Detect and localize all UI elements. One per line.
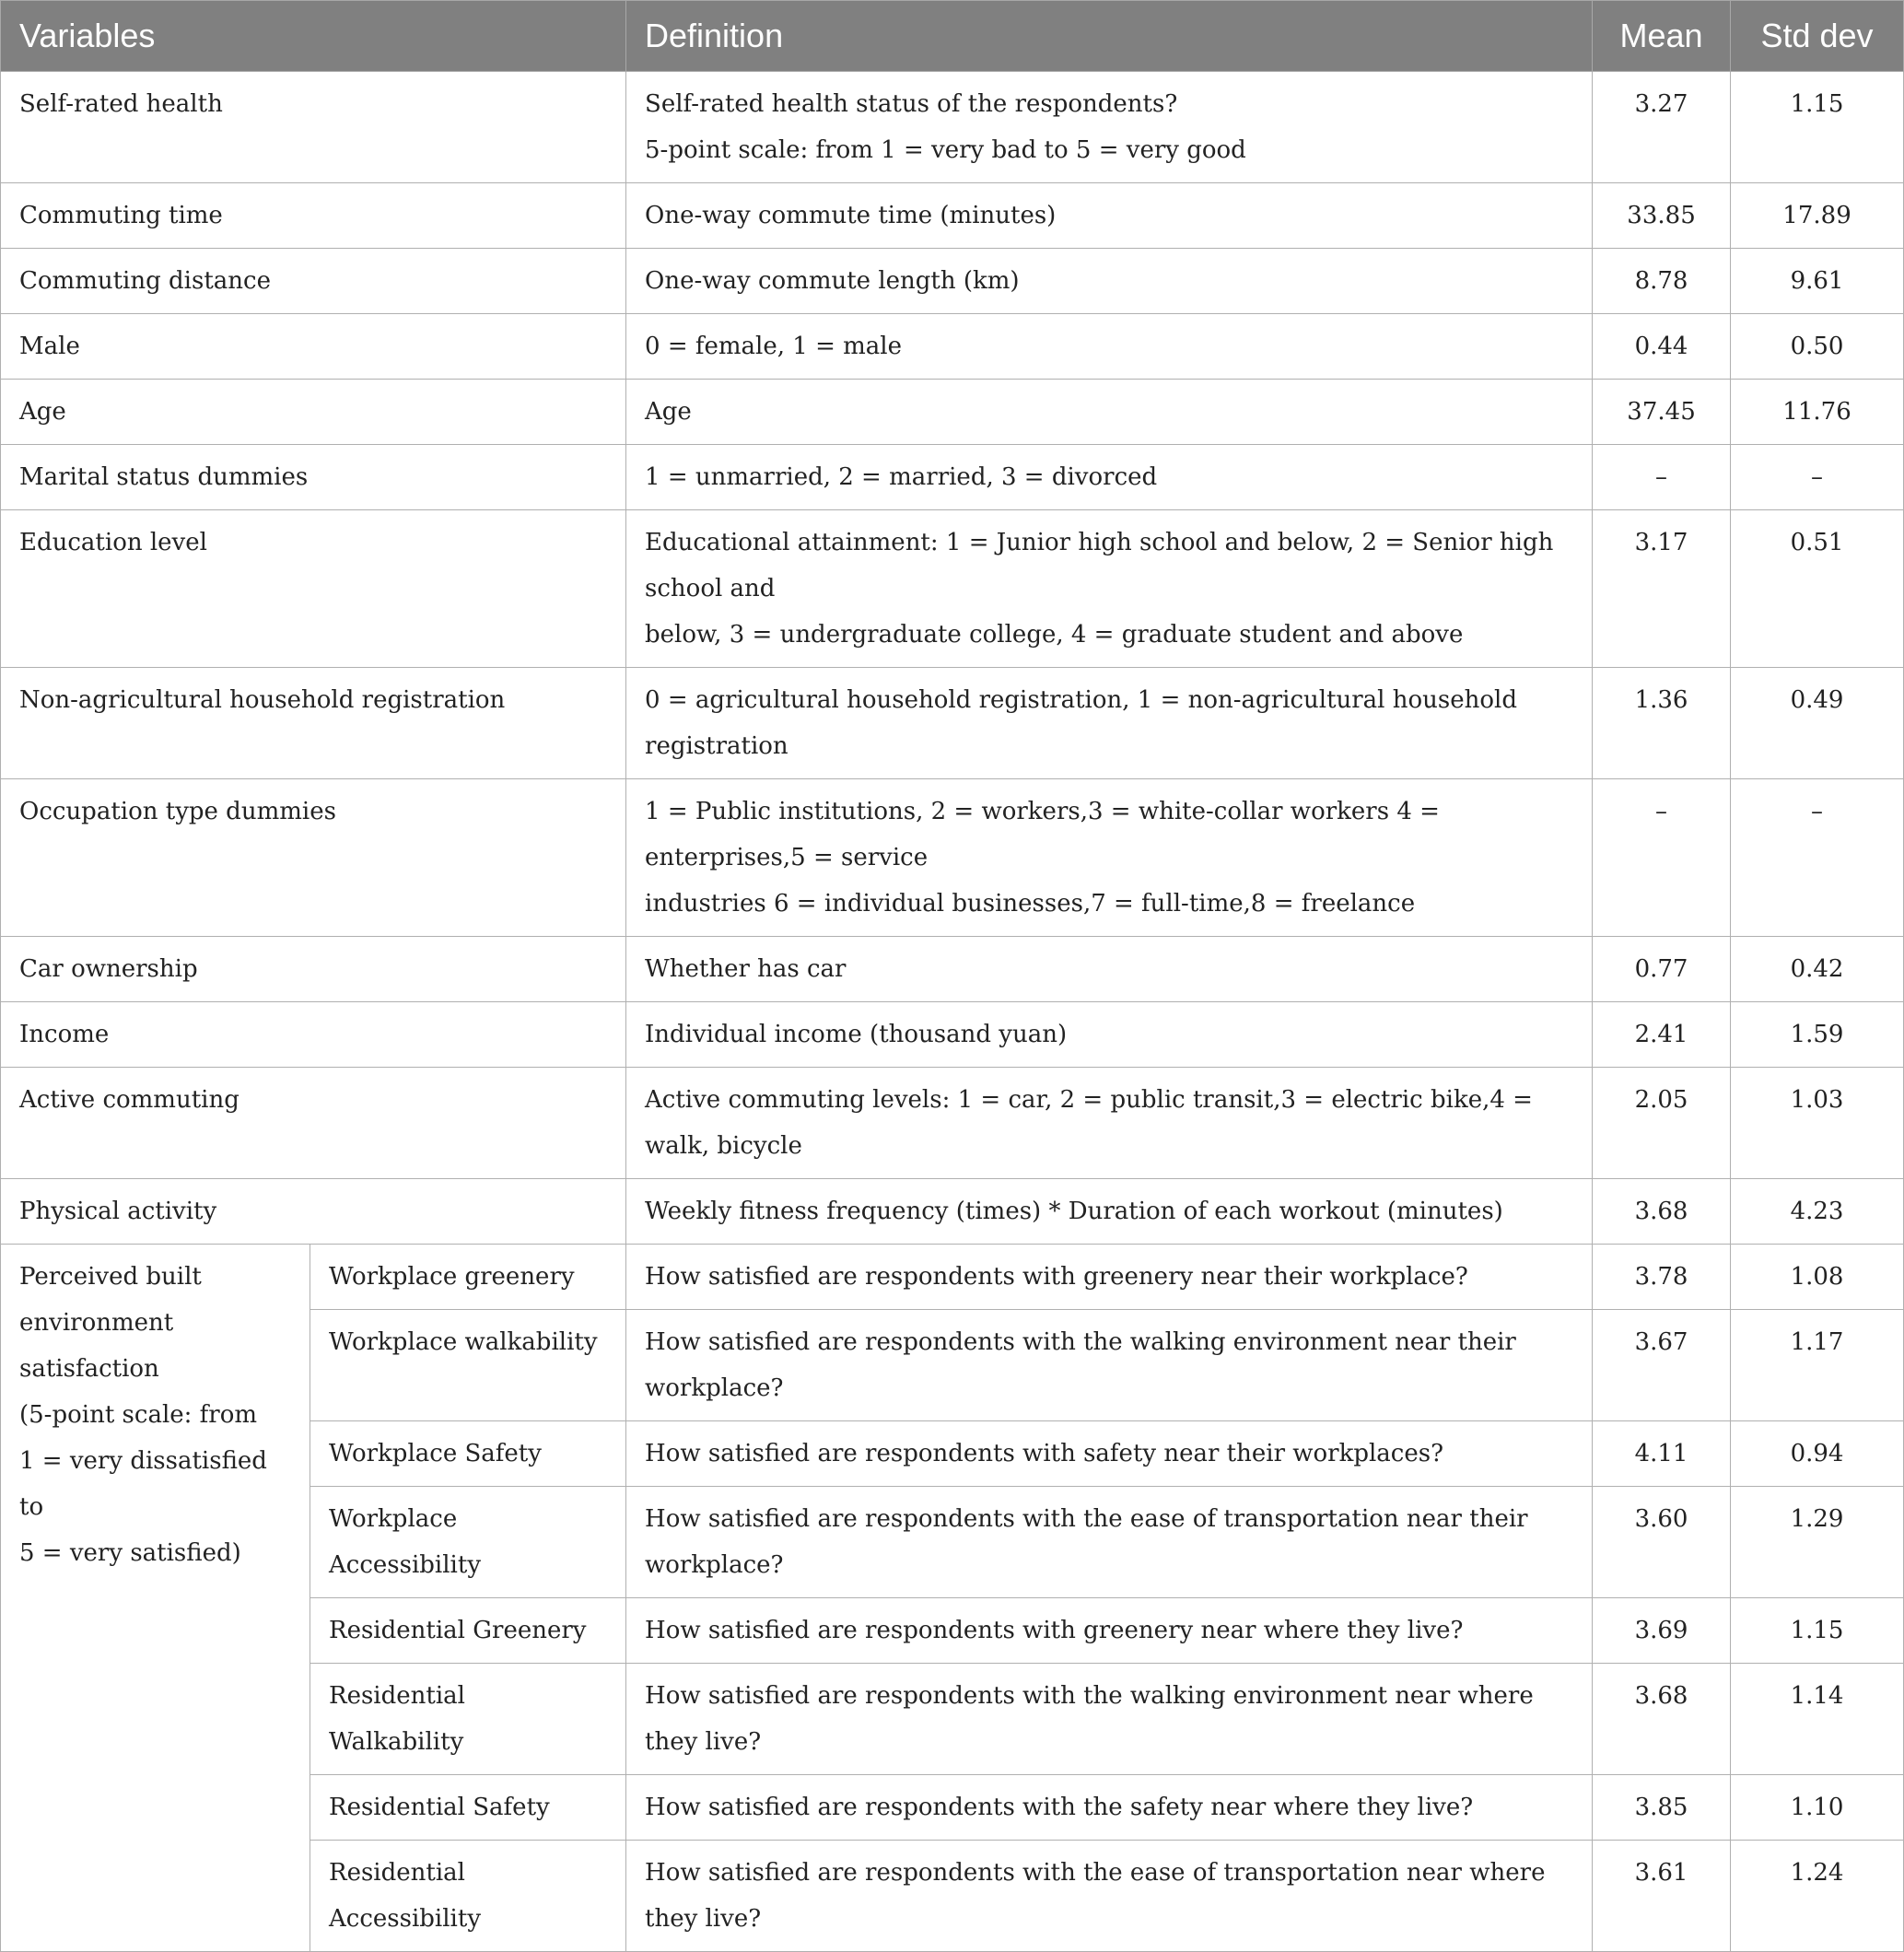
mean-cell: 3.61 <box>1593 1841 1731 1952</box>
sub-variable-cell: Workplace Accessibility <box>310 1487 626 1598</box>
variable-cell: Commuting time <box>1 183 626 249</box>
definition-cell: One-way commute length (km) <box>626 249 1593 314</box>
table-row <box>1 314 1904 380</box>
std-cell: 0.94 <box>1731 1421 1904 1487</box>
variable-cell: Non-agricultural household registration <box>1 668 626 779</box>
definition-line: Educational attainment: 1 = Junior high school and below, 2 = Senior high school and <box>645 529 1554 602</box>
std-cell: 0.49 <box>1731 668 1904 779</box>
std-cell: 1.14 <box>1731 1664 1904 1775</box>
definition-cell: How satisfied are respondents with safety near their workplaces? <box>626 1421 1593 1487</box>
mean-cell: – <box>1593 445 1731 510</box>
mean-cell: – <box>1593 779 1731 937</box>
definition-cell: How satisfied are respondents with the ease of transportation near their workplace? <box>626 1487 1593 1598</box>
definition-cell: How satisfied are respondents with greenery near their workplace? <box>626 1245 1593 1310</box>
definition-cell <box>626 779 1593 937</box>
definition-cell: Whether has car <box>626 937 1593 1002</box>
table-row <box>1 1068 1904 1179</box>
variable-cell: Active commuting <box>1 1068 626 1179</box>
std-cell: 11.76 <box>1731 380 1904 445</box>
table-row <box>1 445 1904 510</box>
mean-cell: 8.78 <box>1593 249 1731 314</box>
variable-cell: Self-rated health <box>1 72 626 183</box>
variable-cell: Commuting distance <box>1 249 626 314</box>
variable-cell: Occupation type dummies <box>1 779 626 937</box>
definition-line: 5-point scale: from 1 = very bad to 5 = very good <box>645 136 1246 164</box>
definition-cell: How satisfied are respondents with the walking environment near their workplace? <box>626 1310 1593 1421</box>
mean-cell: 1.36 <box>1593 668 1731 779</box>
mean-cell: 3.68 <box>1593 1179 1731 1245</box>
std-cell: 1.17 <box>1731 1310 1904 1421</box>
sub-variable-cell: Residential Greenery <box>310 1598 626 1664</box>
table-row <box>1 1002 1904 1068</box>
std-cell: 4.23 <box>1731 1179 1904 1245</box>
std-cell: 1.10 <box>1731 1775 1904 1841</box>
definition-line: 1 = Public institutions, 2 = workers,3 = white-collar workers 4 = enterprises,5 = service <box>645 798 1440 871</box>
mean-cell: 3.69 <box>1593 1598 1731 1664</box>
mean-cell: 37.45 <box>1593 380 1731 445</box>
group-label-line: environment satisfaction <box>19 1309 174 1383</box>
std-cell: 0.50 <box>1731 314 1904 380</box>
definition-cell <box>626 510 1593 668</box>
std-cell: 0.51 <box>1731 510 1904 668</box>
mean-cell: 2.41 <box>1593 1002 1731 1068</box>
table-row <box>1 380 1904 445</box>
mean-cell: 3.17 <box>1593 510 1731 668</box>
std-cell: 1.03 <box>1731 1068 1904 1179</box>
std-cell: 9.61 <box>1731 249 1904 314</box>
definition-line: Self-rated health status of the respondents? <box>645 90 1178 118</box>
header-row <box>1 1 1904 72</box>
std-cell: 1.29 <box>1731 1487 1904 1598</box>
definition-cell: 0 = female, 1 = male <box>626 314 1593 380</box>
std-cell: 0.42 <box>1731 937 1904 1002</box>
header-mean: Mean <box>1593 1 1731 72</box>
std-cell: 1.08 <box>1731 1245 1904 1310</box>
header-definition: Definition <box>626 1 1593 72</box>
std-cell: 1.15 <box>1731 1598 1904 1664</box>
variable-cell: Age <box>1 380 626 445</box>
definition-cell: Individual income (thousand yuan) <box>626 1002 1593 1068</box>
table-row <box>1 937 1904 1002</box>
sub-variable-cell: Workplace walkability <box>310 1310 626 1421</box>
definition-cell: How satisfied are respondents with greenery near where they live? <box>626 1598 1593 1664</box>
mean-cell: 3.60 <box>1593 1487 1731 1598</box>
definition-cell: 0 = agricultural household registration, 1 = non-agricultural household registration <box>626 668 1593 779</box>
sub-variable-cell: Residential Walkability <box>310 1664 626 1775</box>
variable-cell: Car ownership <box>1 937 626 1002</box>
group-label-line: Perceived built <box>19 1263 202 1291</box>
mean-cell: 0.77 <box>1593 937 1731 1002</box>
definition-cell: Age <box>626 380 1593 445</box>
table-row <box>1 510 1904 668</box>
definition-cell: One-way commute time (minutes) <box>626 183 1593 249</box>
table-row <box>1 1245 1904 1310</box>
std-cell: 1.24 <box>1731 1841 1904 1952</box>
definition-cell: Weekly fitness frequency (times) * Duration of each workout (minutes) <box>626 1179 1593 1245</box>
sub-variable-cell: Workplace Safety <box>310 1421 626 1487</box>
std-cell: 1.59 <box>1731 1002 1904 1068</box>
std-cell: 1.15 <box>1731 72 1904 183</box>
group-label-cell <box>1 1245 310 1952</box>
table-row <box>1 72 1904 183</box>
mean-cell: 0.44 <box>1593 314 1731 380</box>
mean-cell: 2.05 <box>1593 1068 1731 1179</box>
std-cell: 17.89 <box>1731 183 1904 249</box>
table-row <box>1 1179 1904 1245</box>
table-row <box>1 183 1904 249</box>
definition-cell: How satisfied are respondents with the walking environment near where they live? <box>626 1664 1593 1775</box>
header-std-dev: Std dev <box>1731 1 1904 72</box>
std-cell: – <box>1731 445 1904 510</box>
variable-cell: Income <box>1 1002 626 1068</box>
sub-variable-cell: Workplace greenery <box>310 1245 626 1310</box>
definition-cell <box>626 72 1593 183</box>
group-label-line: 5 = very satisfied) <box>19 1539 241 1567</box>
definition-cell: 1 = unmarried, 2 = married, 3 = divorced <box>626 445 1593 510</box>
variable-cell: Education level <box>1 510 626 668</box>
definition-line: below, 3 = undergraduate college, 4 = graduate student and above <box>645 621 1464 649</box>
group-label-line: 1 = very dissatisfied to <box>19 1447 267 1521</box>
std-cell: – <box>1731 779 1904 937</box>
definition-cell: How satisfied are respondents with the safety near where they live? <box>626 1775 1593 1841</box>
mean-cell: 3.68 <box>1593 1664 1731 1775</box>
definition-line: industries 6 = individual businesses,7 = full-time,8 = freelance <box>645 890 1416 918</box>
group-label-line: (5-point scale: from <box>19 1401 258 1429</box>
variable-cell: Marital status dummies <box>1 445 626 510</box>
mean-cell: 33.85 <box>1593 183 1731 249</box>
table-row <box>1 779 1904 937</box>
definition-cell: Active commuting levels: 1 = car, 2 = public transit,3 = electric bike,4 = walk, bicycle <box>626 1068 1593 1179</box>
mean-cell: 3.78 <box>1593 1245 1731 1310</box>
sub-variable-cell: Residential Safety <box>310 1775 626 1841</box>
header-variables: Variables <box>1 1 626 72</box>
mean-cell: 4.11 <box>1593 1421 1731 1487</box>
variable-cell: Male <box>1 314 626 380</box>
mean-cell: 3.27 <box>1593 72 1731 183</box>
mean-cell: 3.67 <box>1593 1310 1731 1421</box>
definition-cell: How satisfied are respondents with the ease of transportation near where they live? <box>626 1841 1593 1952</box>
mean-cell: 3.85 <box>1593 1775 1731 1841</box>
table-row <box>1 668 1904 779</box>
variable-cell: Physical activity <box>1 1179 626 1245</box>
sub-variable-cell: Residential Accessibility <box>310 1841 626 1952</box>
table-row <box>1 249 1904 314</box>
